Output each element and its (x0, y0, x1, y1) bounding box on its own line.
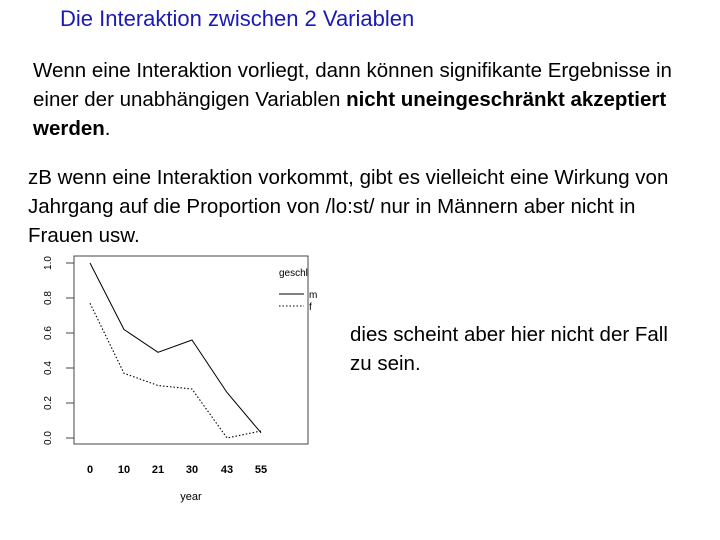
plot-lines (90, 263, 261, 438)
plot-frame (74, 256, 308, 444)
x-tick-label: 43 (220, 464, 234, 476)
legend-label-m: m (309, 290, 318, 301)
x-tick-label: 10 (117, 464, 131, 476)
paragraph-example: zB wenn eine Interaktion vorkommt, gibt es vielleicht eine Wirkung von Jahrgang auf die Proportion von /lo:st/ nur in Männern aber nicht in Frauen usw. (28, 166, 669, 247)
x-axis-label: year (180, 491, 202, 503)
y-tick-label: 0.2 (43, 396, 54, 410)
x-axis (87, 464, 267, 476)
legend (279, 268, 317, 313)
y-tick-label: 0.4 (43, 361, 54, 375)
legend-label-f: f (309, 302, 312, 313)
x-tick-label: 0 (86, 464, 94, 476)
conclusion-note: dies scheint aber hier nicht der Fall zu sein. (350, 323, 668, 375)
series-line-m (90, 263, 261, 433)
slide-title: Die Interaktion zwischen 2 Variablen (60, 6, 415, 31)
para1-bold-text: nicht uneingeschränkt akzeptiert werden (33, 88, 667, 140)
y-tick-label: 0.8 (43, 291, 54, 305)
x-tick-label: 55 (254, 464, 268, 476)
para1-text: Wenn eine Interaktion vorliegt, dann können signifikante Ergebnisse in einer der unabhängigen Variablen (33, 59, 672, 111)
x-tick-label: 21 (151, 464, 165, 476)
x-tick-label: 30 (185, 464, 199, 476)
series-line-f (90, 303, 261, 438)
legend-title: geschl (279, 268, 308, 279)
y-axis (43, 256, 74, 445)
para1-end: . (104, 117, 111, 140)
y-tick-label: 0.6 (43, 326, 54, 340)
y-tick-label: 1.0 (43, 256, 54, 270)
y-tick-label: 0.0 (43, 431, 54, 445)
